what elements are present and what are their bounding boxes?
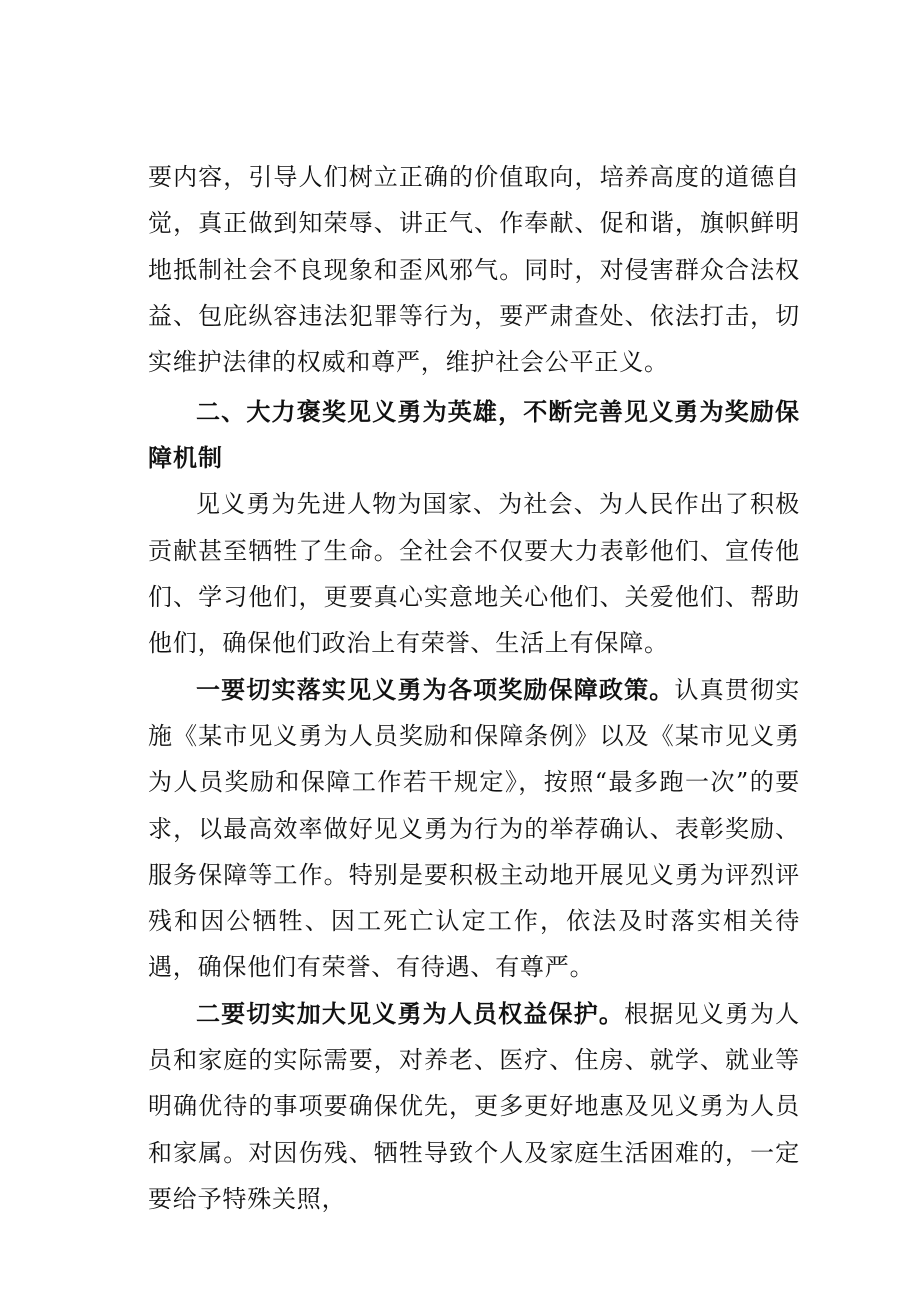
paragraph-heroes: 见义勇为先进人物为国家、为社会、为人民作出了积极贡献甚至牺牲了生命。全社会不仅要大力表彰他们、宣传他们、学习他们，更要真心实意地关心他们、关爱他们、帮助他们，确保他们政治上有荣誉、生活上有保障。 — [148, 490, 800, 658]
paragraph-rights — [148, 991, 800, 1222]
paragraph-continuation: 要内容，引导人们树立正确的价值取向，培养高度的道德自觉，真正做到知荣辱、讲正气、作奉献、促和谐，旗帜鲜明地抵制社会不良现象和歪风邪气。同时，对侵害群众合法权益、包庇纵容违法犯罪等行为，要严肃查处、依法打击，切实维护法律的权威和尊严，维护社会公平正义。 — [148, 163, 800, 377]
section-heading: 二、大力褒奖见义勇为英雄，不断完善见义勇为奖励保障机制 — [148, 398, 800, 473]
paragraph-policy — [148, 667, 800, 991]
paragraph-body: 认真贯彻实施《某市见义勇为人员奖励和保障条例》以及《某市见义勇为人员奖励和保障工作若干规定》，按照“最多跑一次”的要求，以最高效率做好见义勇为行为的举荐确认、表彰奖励、服务保障等工作。特别是要积极主动地开展见义勇为评烈评残和因公牺牲、因工死亡认定工作，依法及时落实相关待遇，确保他们有荣誉、有待遇、有尊严。 — [148, 675, 800, 982]
paragraph-lead: 一要切实落实见义勇为各项奖励保障政策。 — [196, 675, 675, 704]
document-page — [148, 154, 800, 1222]
paragraph-body: 根据见义勇为人员和家庭的实际需要，对养老、医疗、住房、就学、就业等明确优待的事项要确保优先，更多更好地惠及见义勇为人员和家属。对因伤残、牺牲导致个人及家庭生活困难的，一定要给予特殊关照， — [148, 999, 800, 1213]
paragraph-lead: 二要切实加大见义勇为人员权益保护。 — [196, 999, 625, 1028]
